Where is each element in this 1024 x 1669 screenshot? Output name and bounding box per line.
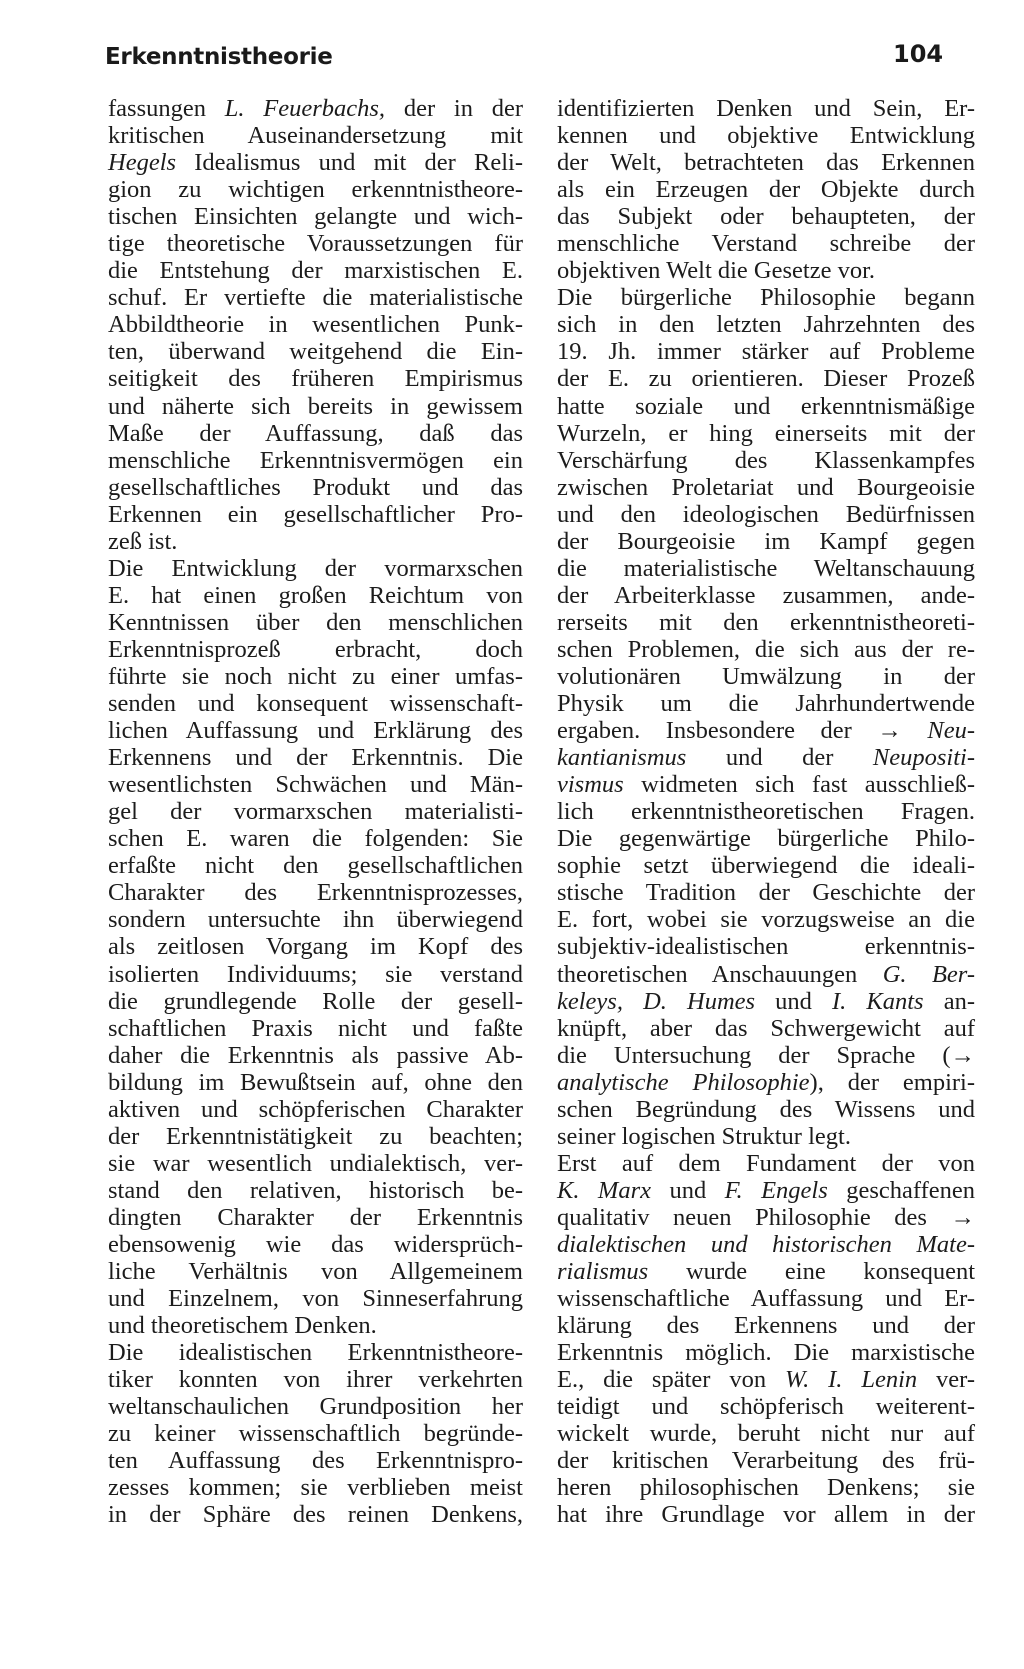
text-line: sie war wesentlich undialektisch, ver- [108, 1149, 523, 1177]
text-line: gesellschaftliches Produkt und das [108, 473, 523, 501]
text-line: wickelt wurde, beruht nicht nur auf [557, 1420, 975, 1448]
text-line: fassungen L. Feuerbachs, der in der [108, 95, 523, 122]
text-line: kritischen Auseinandersetzung mit [108, 122, 523, 150]
text-line: seiner logischen Struktur legt. [557, 1122, 851, 1150]
text-line: Erst auf dem Fundament der von [557, 1149, 975, 1177]
text-line: theoretischen Anschauungen G. Ber- [557, 960, 975, 988]
text-line: subjektiv-idealistischen erkenntnis- [557, 933, 975, 961]
text-line: Die Entwicklung der vormarxschen [108, 554, 523, 582]
text-line: heren philosophischen Denkens; sie [557, 1474, 975, 1502]
text-line: der Arbeiterklasse zusammen, ande- [557, 581, 975, 609]
text-line: qualitativ neuen Philosophie des → [557, 1203, 975, 1231]
text-line: stand den relativen, historisch be- [108, 1176, 523, 1204]
left-text-column [108, 95, 523, 1528]
text-line: volutionären Umwälzung in der [557, 662, 975, 690]
text-line: identifizierten Denken und Sein, Er- [557, 95, 975, 122]
text-line: der E. zu orientieren. Dieser Prozeß [557, 365, 975, 393]
text-line: gion zu wichtigen erkenntnistheore- [108, 176, 523, 204]
text-line: schuf. Er vertiefte die materialistische [108, 284, 523, 312]
text-line: aktiven und schöpferischen Charakter [108, 1095, 523, 1123]
text-line: Abbildtheorie in wesentlichen Punk- [108, 311, 523, 339]
text-line: sondern untersuchte ihn überwiegend [108, 906, 523, 934]
text-line: bildung im Bewußtsein auf, ohne den [108, 1068, 523, 1096]
text-line: Die idealistischen Erkenntnistheore- [108, 1339, 523, 1367]
text-line: dialektischen und historischen Mate- [557, 1230, 975, 1258]
text-line: und theoretischem Denken. [108, 1312, 377, 1340]
text-line: als zeitlosen Vorgang im Kopf des [108, 933, 523, 961]
text-line: lich erkenntnistheoretischen Fragen. [557, 798, 975, 826]
text-line: erfaßte nicht den gesellschaftlichen [108, 852, 523, 880]
text-line: und den ideologischen Bedürfnissen [557, 500, 975, 528]
text-line: 19. Jh. immer stärker auf Probleme [557, 338, 975, 366]
text-line: Erkennen ein gesellschaftlicher Pro- [108, 500, 523, 528]
text-line: zwischen Proletariat und Bourgeoisie [557, 473, 975, 501]
text-line: die materialistische Weltanschauung [557, 554, 975, 582]
text-line: der Welt, betrachteten das Erkennen [557, 149, 975, 177]
text-line: ebensowenig wie das widersprüch- [108, 1230, 523, 1258]
text-line: Verschärfung des Klassenkampfes [557, 446, 975, 474]
text-line: isolierten Individuums; sie verstand [108, 960, 523, 988]
text-line: schen Problemen, die sich aus der re- [557, 635, 975, 663]
text-line: und näherte sich bereits in gewissem [108, 392, 523, 420]
text-line: keleys, D. Humes und I. Kants an- [557, 987, 975, 1015]
text-line: rialismus wurde eine konsequent [557, 1258, 975, 1286]
text-line: tige theoretische Voraussetzungen für [108, 230, 523, 258]
text-line: Charakter des Erkenntnisprozesses, [108, 879, 523, 907]
text-line: knüpft, aber das Schwergewicht auf [557, 1014, 975, 1042]
text-line: Wurzeln, er hing einerseits mit der [557, 419, 975, 447]
text-line: liche Verhältnis von Allgemeinem [108, 1258, 523, 1286]
text-line: tiker konnten von ihrer verkehrten [108, 1366, 523, 1394]
text-line: ten Auffassung des Erkenntnispro- [108, 1447, 523, 1475]
text-line: Erkenntnisprozeß erbracht, doch [108, 635, 523, 663]
text-line: E. fort, wobei sie vorzugsweise an die [557, 906, 975, 934]
text-line: wesentlichsten Schwächen und Män- [108, 771, 523, 799]
text-line: wissenschaftliche Auffassung und Er- [557, 1285, 975, 1313]
text-line: der Erkenntnistätigkeit zu beachten; [108, 1122, 523, 1150]
text-line: seitigkeit des früheren Empirismus [108, 365, 523, 393]
text-line: weltanschaulichen Grundposition her [108, 1393, 523, 1421]
text-line: der Bourgeoisie im Kampf gegen [557, 527, 975, 555]
text-line: Die gegenwärtige bürgerliche Philo- [557, 825, 975, 853]
text-line: in der Sphäre des reinen Denkens, [108, 1501, 523, 1529]
text-line: schen E. waren die folgenden: Sie [108, 825, 523, 853]
text-line: Maße der Auffassung, daß das [108, 419, 523, 447]
text-line: analytische Philosophie), der empiri- [557, 1068, 976, 1096]
text-line: kantianismus und der Neupositi- [557, 744, 975, 772]
text-line: ergaben. Insbesondere der → Neu- [557, 717, 975, 745]
text-line: dingten Charakter der Erkenntnis [108, 1203, 523, 1231]
running-head-title: Erkenntnistheorie [105, 44, 333, 70]
text-line: teidigt und schöpferisch weiterent- [557, 1393, 975, 1421]
text-line: schaftlichen Praxis nicht und faßte [108, 1014, 523, 1042]
text-line: hat ihre Grundlage vor allem in der [557, 1501, 975, 1529]
text-line: klärung des Erkennens und der [557, 1312, 975, 1340]
text-line: Die bürgerliche Philosophie begann [557, 284, 975, 312]
page-number: 104 [893, 40, 944, 68]
text-line: Erkenntnis möglich. Die marxistische [557, 1339, 975, 1367]
text-line: objektiven Welt die Gesetze vor. [557, 257, 876, 285]
text-line: E., die später von W. I. Lenin ver- [557, 1366, 975, 1394]
text-line: führte sie noch nicht zu einer umfas- [108, 662, 523, 690]
text-line: senden und konsequent wissenschaft- [108, 690, 523, 718]
text-line: hatte soziale und erkenntnismäßige [557, 392, 975, 420]
text-line: rerseits mit den erkenntnistheoreti- [557, 608, 975, 636]
text-line: Hegels Idealismus und mit der Reli- [108, 149, 523, 177]
text-line: stische Tradition der Geschichte der [557, 879, 975, 907]
text-line: K. Marx und F. Engels geschaffenen [557, 1176, 975, 1204]
text-line: der kritischen Verarbeitung des frü- [557, 1447, 975, 1475]
text-line: zu keiner wissenschaftlich begründe- [108, 1420, 523, 1448]
text-line: daher die Erkenntnis als passive Ab- [108, 1041, 523, 1069]
text-line: tischen Einsichten gelangte und wich- [108, 203, 523, 231]
text-line: menschliche Erkenntnisvermögen ein [108, 446, 523, 474]
text-line: gel der vormarxschen materialisti- [108, 798, 523, 826]
text-line: zesses kommen; sie verblieben meist [108, 1474, 523, 1502]
text-line: sich in den letzten Jahrzehnten des [557, 311, 975, 339]
text-line: die Entstehung der marxistischen E. [108, 257, 523, 285]
text-line: als ein Erzeugen der Objekte durch [557, 176, 975, 204]
text-line: die Untersuchung der Sprache (→ [557, 1041, 975, 1069]
text-line: sophie setzt überwiegend die ideali- [557, 852, 975, 880]
text-line: schen Begründung des Wissens und [557, 1095, 975, 1123]
text-line: Erkennens und der Erkenntnis. Die [108, 744, 523, 772]
right-text-column [557, 95, 975, 1528]
text-line: zeß ist. [108, 527, 178, 555]
text-line: das Subjekt oder behaupteten, der [557, 203, 975, 231]
text-line: die grundlegende Rolle der gesell- [108, 987, 523, 1015]
text-line: Physik um die Jahrhundertwende [557, 690, 975, 718]
text-line: und Einzelnem, von Sinneserfahrung [108, 1285, 523, 1313]
text-line: lichen Auffassung und Erklärung des [108, 717, 523, 745]
text-line: menschliche Verstand schreibe der [557, 230, 975, 258]
text-line: E. hat einen großen Reichtum von [108, 581, 523, 609]
text-line: vismus widmeten sich fast ausschließ- [557, 771, 975, 799]
text-line: Kenntnissen über den menschlichen [108, 608, 523, 636]
text-line: ten, überwand weitgehend die Ein- [108, 338, 523, 366]
text-line: kennen und objektive Entwicklung [557, 122, 975, 150]
